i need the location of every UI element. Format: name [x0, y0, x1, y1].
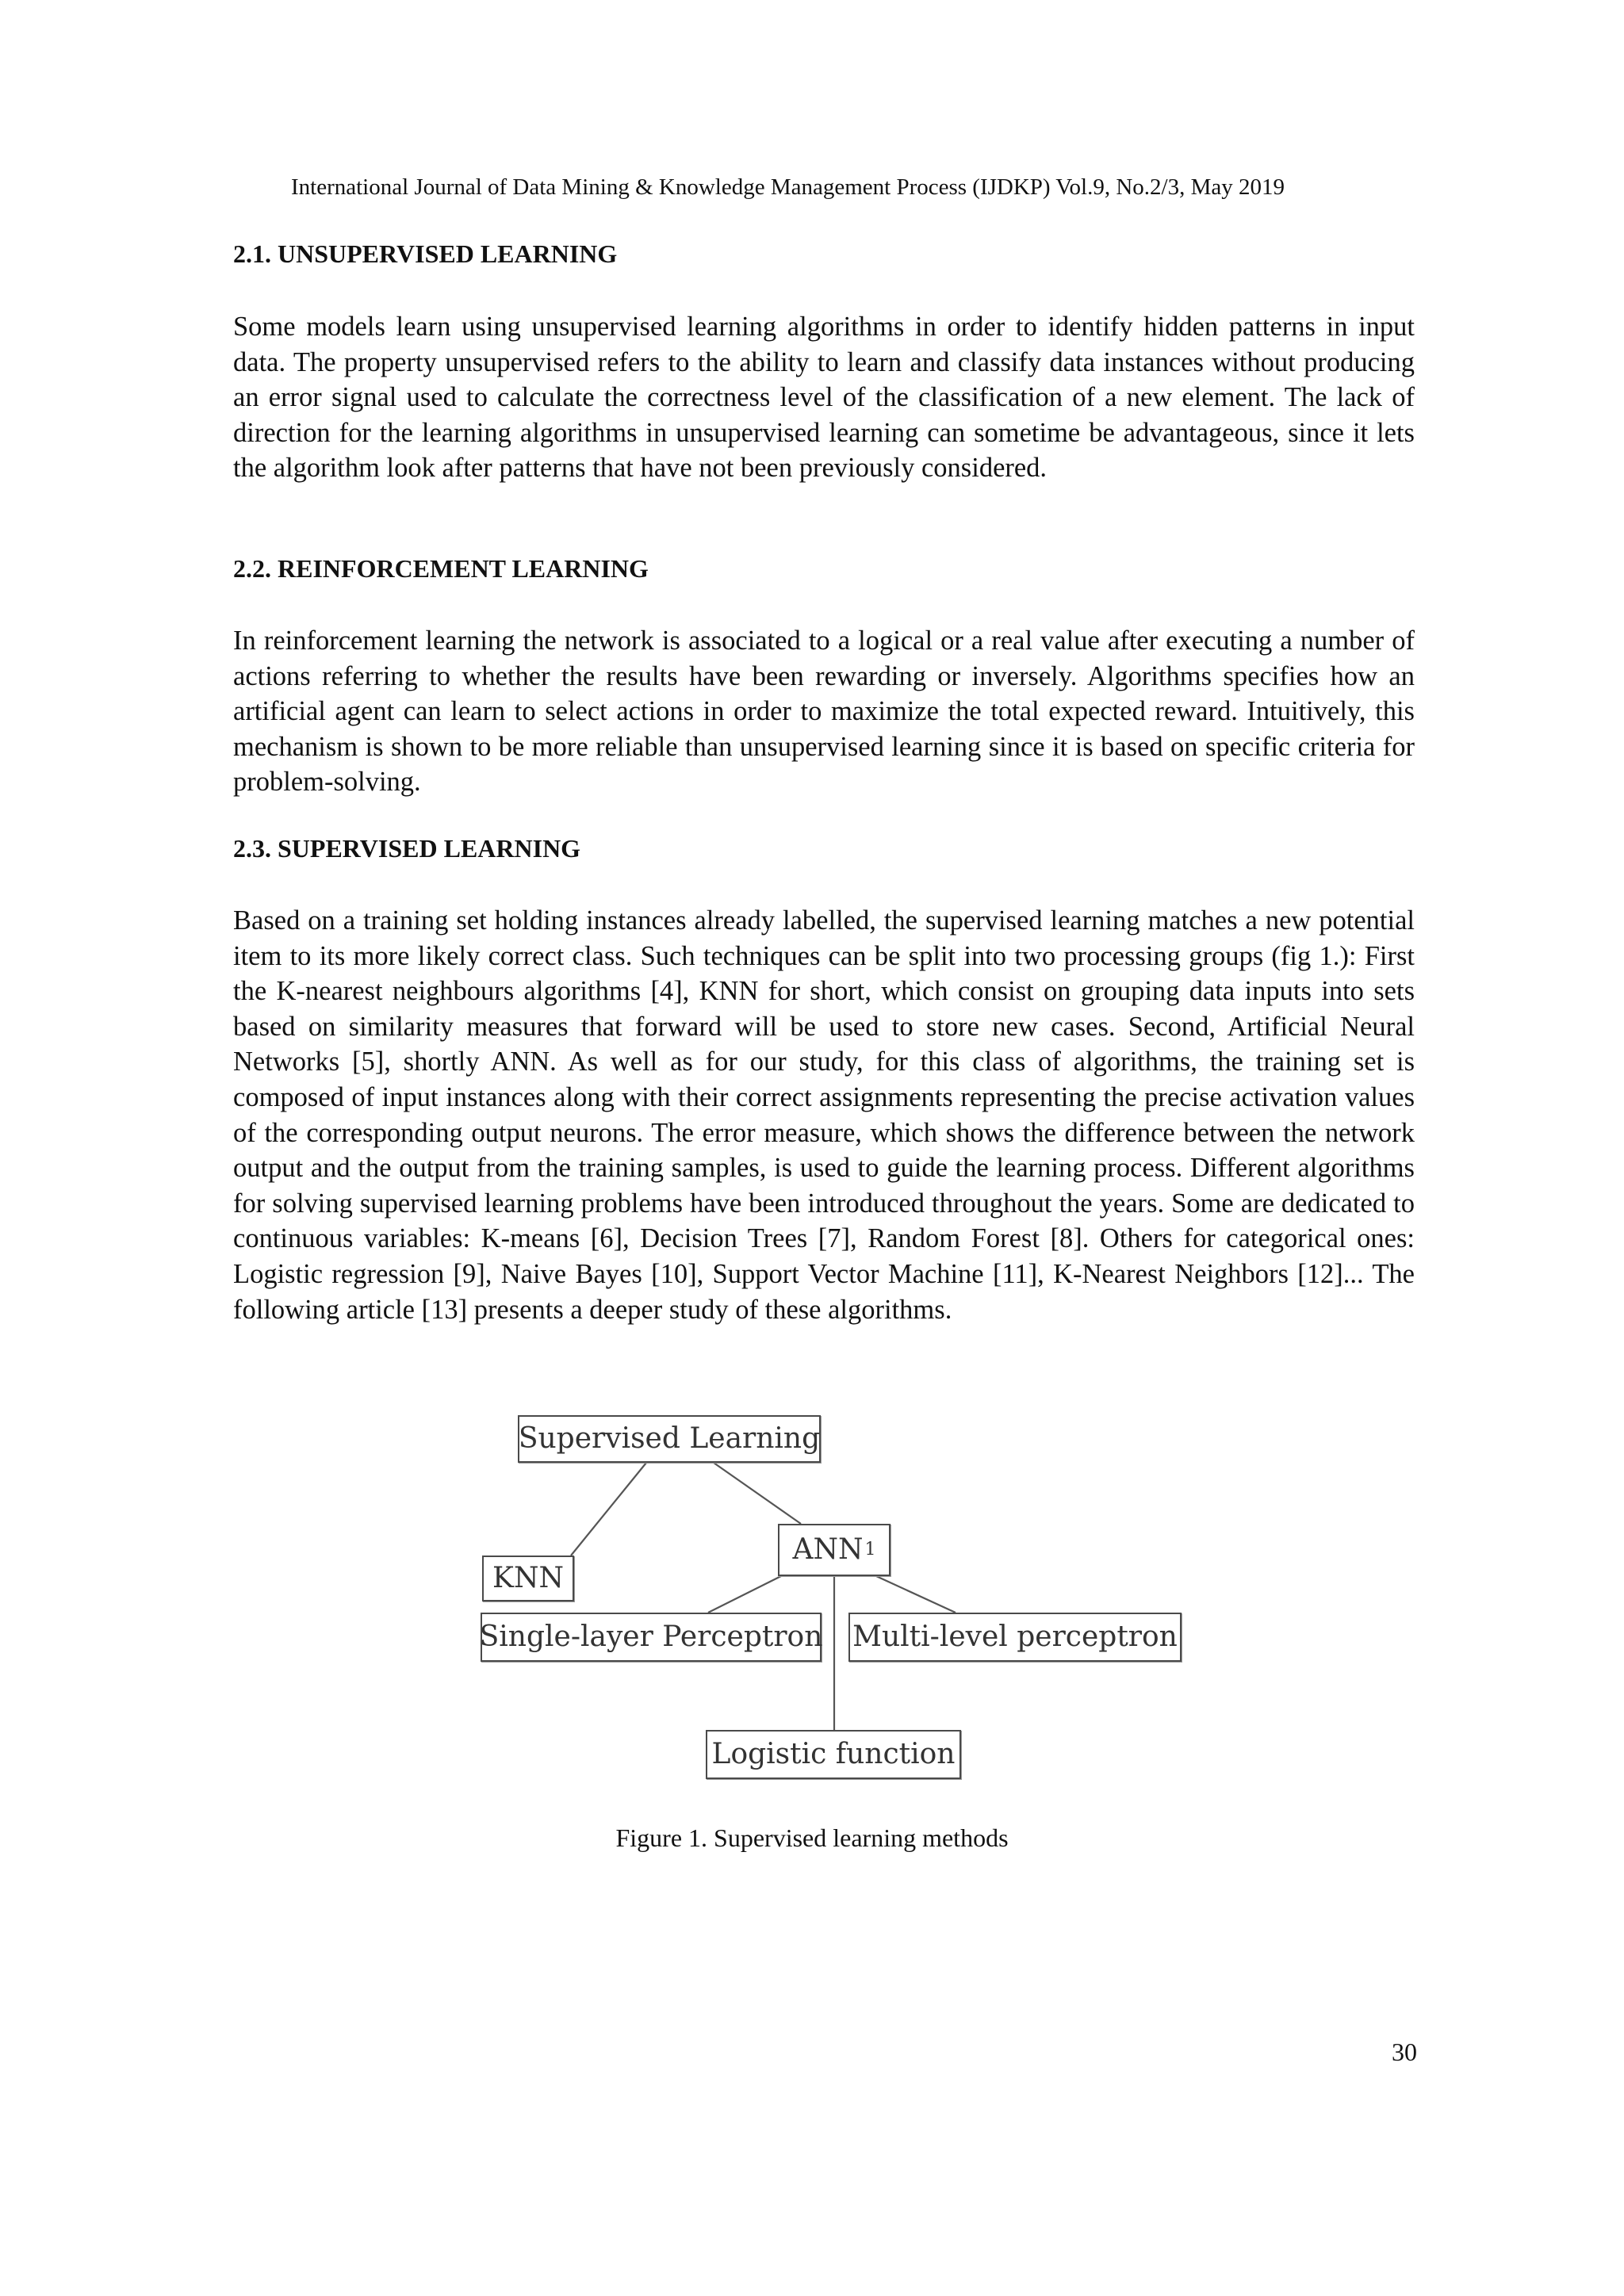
section-number: 2.2.: [233, 554, 271, 583]
node-supervised-learning: Supervised Learning: [518, 1415, 821, 1463]
section-number: 2.3.: [233, 834, 271, 863]
section-heading-reinforcement: [233, 553, 1423, 584]
paragraph-supervised: Based on a training set holding instances already labelled, the supervised learning matches a new potential item to its more likely correct class. Such techniques can be split into two processing groups (fig 1.): First the K-nearest neighbours algorithms [4], KNN for short, which consist on grouping data inputs into sets based on similarity measures that forward will be used to store new cases. Second, Artificial Neural Networks [5], shortly ANN. As well as for our study, for this class of algorithms, the training set is composed of input instances along with their correct assignments representing the precise activation values of the corresponding output neurons. The error measure, which shows the difference between the network output and the output from the training samples, is used to guide the learning process. Different algorithms for solving supervised learning problems have been introduced throughout the years. Some are dedicated to continuous variables: K-means [6], Decision Trees [7], Random Forest [8]. Others for categorical ones: Logistic regression [9], Naive Bayes [10], Support Vector Machine [11], K-Nearest Neighbors [12]... The following article [13] presents a deeper study of these algorithms.: [233, 905, 1415, 1325]
section-heading-supervised: [233, 832, 1423, 864]
section-title: SUPERVISED LEARNING: [278, 834, 581, 863]
section-title: UNSUPERVISED LEARNING: [278, 239, 618, 268]
section-title: REINFORCEMENT LEARNING: [278, 554, 649, 583]
figure-caption: Figure 1. Supervised learning methods: [615, 1823, 1009, 1852]
node-single-layer-perceptron: Single-layer Perceptron: [481, 1613, 822, 1662]
edge-root-knn: [571, 1463, 646, 1556]
node-ann: ANN 1: [778, 1524, 891, 1576]
section-heading-unsupervised: [233, 238, 1423, 270]
running-header: International Journal of Data Mining & Knowledge Management Process (IJDKP) Vol.9, No.2/3, May 2019: [291, 174, 1285, 200]
node-knn: KNN: [482, 1556, 574, 1601]
node-multi-level-perceptron: Multi-level perceptron: [848, 1613, 1182, 1662]
paragraph-reinforcement: In reinforcement learning the network is associated to a logical or a real value after executing a number of actions referring to whether the results have been rewarding or inversely. Algorithms specifies how an artificial agent can learn to select actions in order to maximize the total expected reward. Intuitively, this mechanism is shown to be more reliable than unsupervised learning since it is based on specific criteria for problem-solving.: [233, 626, 1415, 798]
edge-ann-slp: [708, 1576, 781, 1613]
page-number: 30: [1392, 2038, 1417, 2066]
edge-ann-mlp: [876, 1576, 956, 1613]
edge-root-ann: [714, 1463, 801, 1524]
section-number: 2.1.: [233, 239, 271, 268]
node-logistic-function: Logistic function: [706, 1730, 961, 1779]
paragraph-unsupervised: Some models learn using unsupervised learning algorithms in order to identify hidden patterns in input data. The property unsupervised refers to the ability to learn and classify data instances without producing an error signal used to calculate the correctness level of the classification of a new element. The lack of direction for the learning algorithms in unsupervised learning can sometime be advantageous, since it lets the algorithm look after patterns that have not been previously considered.: [233, 312, 1415, 484]
